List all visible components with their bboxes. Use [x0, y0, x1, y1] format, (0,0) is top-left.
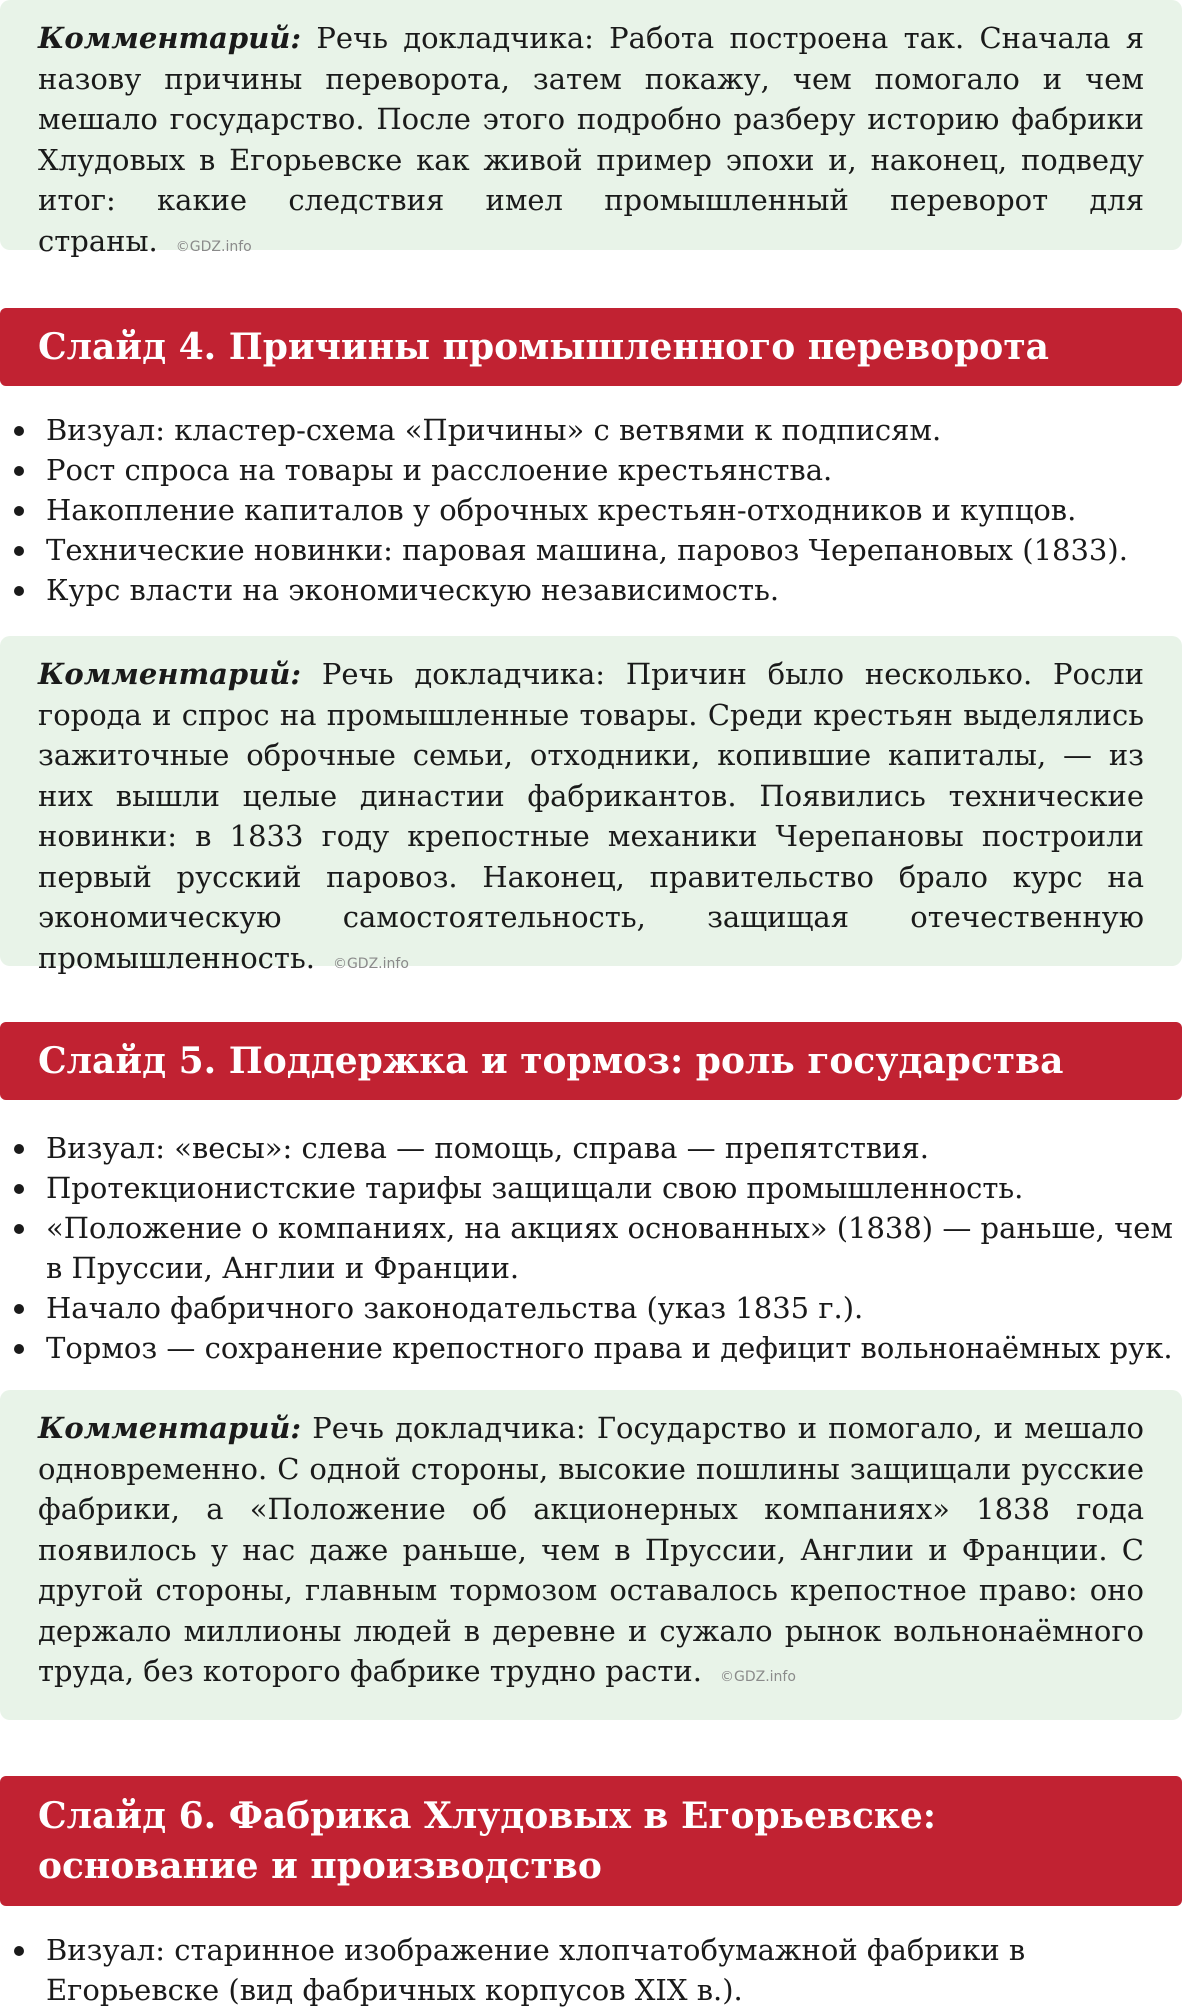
- slide-4-bullets: [0, 410, 1182, 610]
- comment-label: Комментарий:: [38, 657, 302, 691]
- intro-comment-box: [0, 0, 1182, 258]
- bullet-dot-icon: [14, 506, 24, 516]
- slide-4-comment-box: [0, 636, 1182, 975]
- slide-5-title: Слайд 5. Поддержка и тормоз: роль государства: [38, 1040, 1064, 1082]
- comment-label: Комментарий:: [38, 21, 302, 55]
- list-item: [0, 1930, 1182, 2010]
- bullet-dot-icon: [14, 1144, 24, 1154]
- list-item: [0, 490, 1182, 530]
- list-item: [0, 1208, 1182, 1288]
- list-item: [0, 410, 1182, 450]
- comment-label: Комментарий:: [38, 1411, 302, 1445]
- slide-6-bullets: [0, 1930, 1182, 2010]
- list-item-text: Протекционистские тарифы защищали свою промышленность.: [46, 1171, 1024, 1205]
- list-item-text: Визуал: старинное изображение хлопчатобумажной фабрики в Егорьевске (вид фабричных корпусов XIX в.).: [46, 1933, 1026, 2007]
- bullet-dot-icon: [14, 586, 24, 596]
- list-item: [0, 530, 1182, 570]
- bullet-dot-icon: [14, 466, 24, 476]
- list-item: [0, 450, 1182, 490]
- comment-text: Речь докладчика: Работа построена так. Сначала я назову причины переворота, затем покажу, чем помогало и чем мешало государство. После этого подробно разберу историю фабрики Хлудовых в Егорьевске как живой пример эпохи и, наконец, подведу итог: какие следствия имел промышленный переворот для страны.: [38, 21, 1145, 258]
- watermark: ©GDZ.info: [175, 238, 252, 255]
- slide-6-title: Слайд 6. Фабрика Хлудовых в Егорьевске: основание и производство: [38, 1795, 937, 1887]
- list-item-text: Накопление капиталов у оброчных крестьян-отходников и купцов.: [46, 493, 1077, 527]
- list-item-text: Курс власти на экономическую независимость.: [46, 573, 780, 607]
- slide-6-header: [0, 1776, 1182, 1906]
- list-item-text: Визуал: «весы»: слева — помощь, справа — препятствия.: [46, 1131, 930, 1165]
- slide-4-title: Слайд 4. Причины промышленного переворота: [38, 326, 1049, 368]
- slide-4-header: [0, 308, 1182, 386]
- bullet-dot-icon: [14, 1304, 24, 1314]
- comment-text: Речь докладчика: Государство и помогало, и мешало одновременно. С одной стороны, высокие пошлины защищали русские фабрики, а «Положение об акционерных компаниях» 1838 года появилось у нас даже раньше, чем в Пруссии, Англии и Франции. С другой стороны, главным тормозом оставалось крепостное право: оно держало миллионы людей в деревне и сужало рынок вольнонаёмного труда, без которого фабрике трудно расти.: [38, 1411, 1144, 1688]
- list-item-text: Рост спроса на товары и расслоение крестьянства.: [46, 453, 833, 487]
- list-item-text: Тормоз — сохранение крепостного права и дефицит вольнонаёмных рук.: [46, 1331, 1173, 1365]
- bullet-dot-icon: [14, 426, 24, 436]
- list-item: [0, 1128, 1182, 1168]
- list-item-text: Технические новинки: паровая машина, паровоз Черепановых (1833).: [46, 533, 1128, 567]
- list-item-text: «Положение о компаниях, на акциях основанных» (1838) — раньше, чем в Пруссии, Англии и Франции.: [46, 1211, 1173, 1285]
- bullet-dot-icon: [14, 1946, 24, 1956]
- bullet-dot-icon: [14, 1224, 24, 1234]
- list-item: [0, 1328, 1182, 1368]
- comment-text: Речь докладчика: Причин было несколько. Росли города и спрос на промышленные товары. Среди крестьян выделялись зажиточные оброчные семьи, отходники, копившие капиталы, — из них вышли целые династии фабрикантов. Появились технические новинки: в 1833 году крепостные механики Черепановы построили первый русский паровоз. Наконец, правительство брало курс на экономическую самостоятельность, защищая отечественную промышленность.: [38, 657, 1145, 975]
- bullet-dot-icon: [14, 546, 24, 556]
- slide-5-header: [0, 1022, 1182, 1100]
- watermark: ©GDZ.info: [332, 955, 409, 972]
- bullet-dot-icon: [14, 1184, 24, 1194]
- list-item-text: Визуал: кластер-схема «Причины» с ветвями к подписям.: [46, 413, 942, 447]
- list-item-text: Начало фабричного законодательства (указ 1835 г.).: [46, 1291, 864, 1325]
- list-item: [0, 570, 1182, 610]
- watermark: ©GDZ.info: [719, 1669, 796, 1685]
- list-item: [0, 1288, 1182, 1328]
- bullet-dot-icon: [14, 1344, 24, 1354]
- slide-5-bullets: [0, 1128, 1182, 1368]
- slide-5-comment-box: [0, 1390, 1182, 1720]
- list-item: [0, 1168, 1182, 1208]
